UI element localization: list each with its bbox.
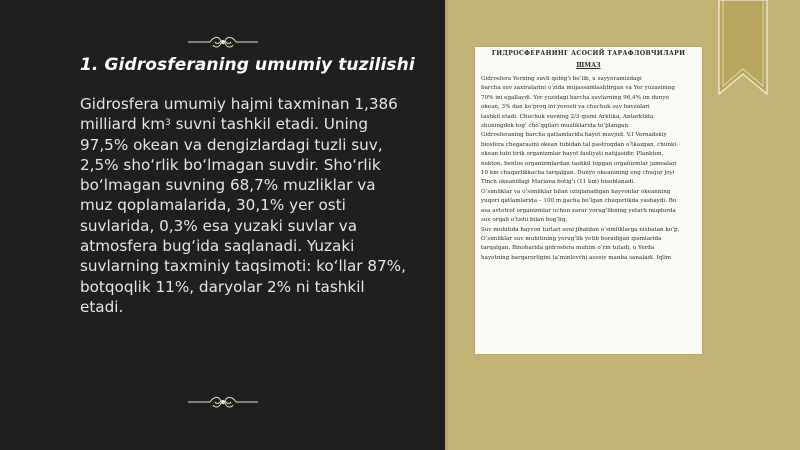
bookmark-tab-icon xyxy=(717,0,769,96)
document-line: suv orqali o‘tishi bilan bog‘liq. xyxy=(481,217,568,224)
bottom-ornament-icon xyxy=(188,394,258,410)
document-line: tashkil etadi. Chuchuk suvning 2/3 qismi Arktika, Antarktida, xyxy=(481,113,655,120)
document-line: Gidrosferaning barcha qatlamlarida hayot mavjud. V.I Vernadskiy xyxy=(481,132,667,139)
document-title: ГИДРОСФЕРАНИНГ АСОСИЙ ТАРАФЛОВЧИЛАРИ xyxy=(491,50,686,57)
slide-title: 1. Gidrosferaning umumiy tuzilishi xyxy=(80,55,415,75)
body-text-part2: suvni tashkil etadi. Uning 97,5% okean va dengizlardagi tuzli suv, 2,5% sho‘rlik bo‘lmagan suvdir. Sho‘rlik bo‘lmagan suvning 68,7% muzliklar va muz qoplamalarida, 30,1% yer osti suvlarida, 0,3% esa yuzaki suvlar va atmosfera bug‘ida saqlanadi. Yuzaki suvlarning taxminiy taqsimoti: ko‘llar 87%, botqoqlik 11%, daryolar 2% ni tashkil etadi. xyxy=(80,115,406,316)
top-ornament-icon xyxy=(188,34,258,50)
document-line: Tinch okeanidagi Mariana botig‘i (11 km) hisoblanadi. xyxy=(481,179,636,186)
superscript-exponent: 3 xyxy=(165,118,171,129)
document-line: yuqori qatlamlarida – 100 m gacha bo‘lgan chuqurlikda yashaydi. Bu xyxy=(481,198,677,205)
document-line: biosfera chegarasini okean tubidan tal pastroqdan o‘tkazgan, chunki xyxy=(481,141,677,148)
document-line: esa avtotrof organizmlar uchun zarur yorug‘likning yetarli miqdorda xyxy=(481,207,676,214)
document-line: Gidrosfera Yerning suvli qobig‘i bo‘lib, u sayyoramizdagi xyxy=(481,76,642,82)
document-line: 10 km chuqurlikkacha tarqalgan. Dunyo okeanining eng chuqur joyi xyxy=(481,170,675,177)
document-line: hayotning barqarorligini ta’minlovchi asosiy manba sanaladi. Iqlim xyxy=(481,254,672,261)
document-line: Suv muhitida hayvon turlari soni jihatdan o‘simliklarga nisbatan ko‘p. xyxy=(481,226,680,233)
document-line: okean, 3% dan ko‘proq ini yerosti va chuchuk suv havzalari xyxy=(481,104,650,111)
body-text-part1: Gidrosfera umumiy hajmi taxminan 1,386 milliard km xyxy=(80,95,398,134)
document-line: barcha suv zaxiralarini o‘zida mujassamlashtirgan va Yer yuzasining xyxy=(481,85,675,92)
document-line: tarqalgan. Binobarida gidrosfera muhim o‘rin tutadi, u Yerda xyxy=(481,245,655,252)
document-image xyxy=(475,47,702,354)
document-line: O‘simliklar suv muhitining yorug‘lik yetib boradigan qismlarida xyxy=(481,235,662,242)
document-subtitle: ШМАЗ xyxy=(576,62,601,69)
document-line: nekton, bentos organizmlardan tashkil topgan organizmlar jamoalari xyxy=(481,160,677,167)
document-line: okean tubi tirik organizmlar hayot faoliyati natijasidir. Plankton, xyxy=(481,151,664,158)
document-line: O‘simliklar va o‘simliklar bilan oziqlanadigan hayvonlar okeanning xyxy=(481,188,671,195)
panel-divider xyxy=(445,0,448,450)
slide-body-text xyxy=(80,94,412,317)
document-body xyxy=(475,75,702,263)
document-line: shuningdek tog‘ cho‘qqilari muzliklarida to‘plangan. xyxy=(481,123,630,130)
document-line: 70% ini egallaydi. Yer yuzidagi barcha suvlarning 96,4% im dunyo xyxy=(481,94,669,101)
